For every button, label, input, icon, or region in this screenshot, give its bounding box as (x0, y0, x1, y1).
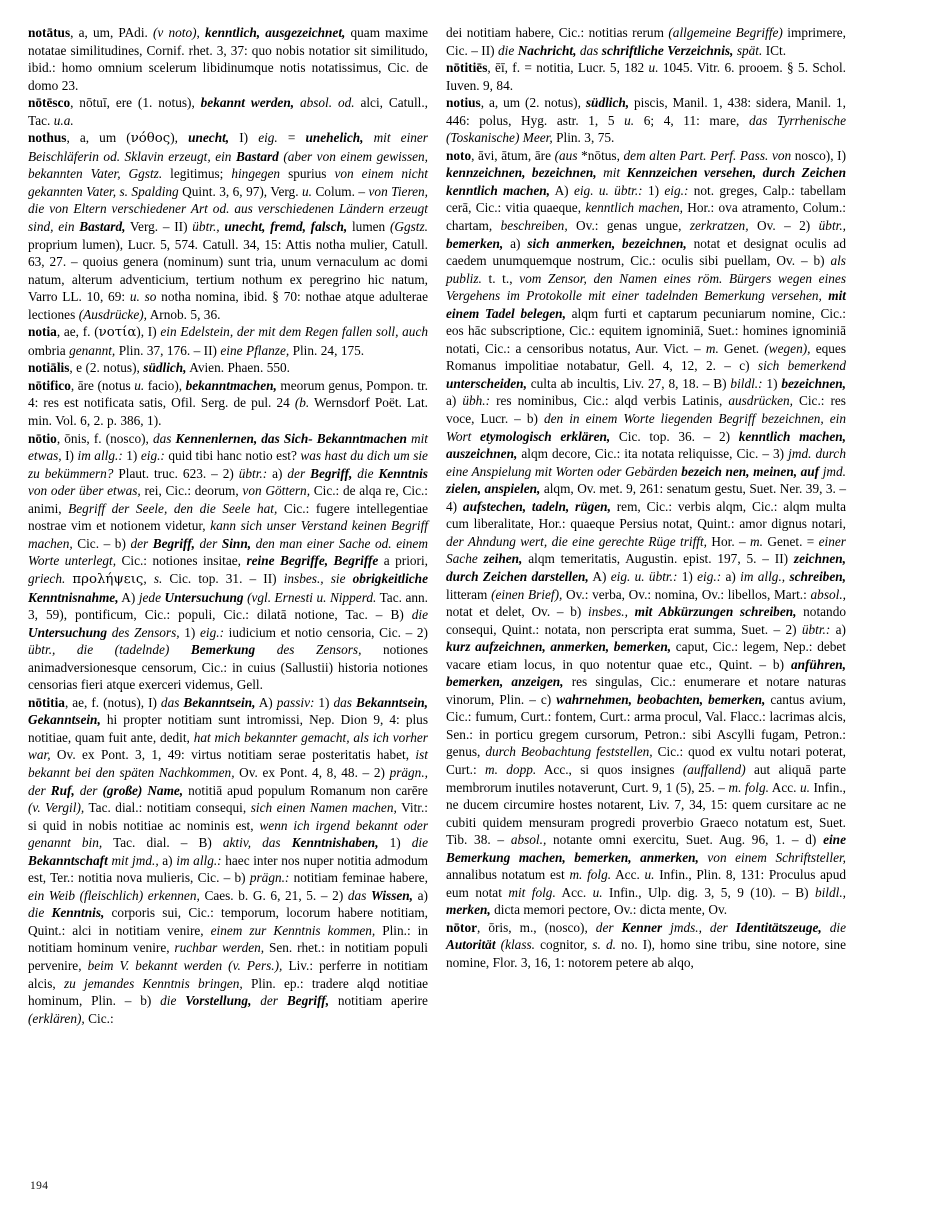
dictionary-entry: notius, a, um (2. notus), südlich, piscis, Manil. 1, 438: sidera, Manil. 1, 446: polus, Hyg. astr. 1, 5 u. 6; 4, 11: mare, das Tyrrhenische (Toskanische) Meer, Plin. 3, 75. (446, 95, 846, 146)
page-number: 194 (30, 1180, 49, 1192)
dictionary-entry: nothus, a, um (νόθος), unecht, I) eig. = unehelich, mit einer Beischläferin od. Sklavin erzeugt, ein Bastard (aber von einem gewissen, bekannten Vater, Ggstz. legitimus; hingegen spurius von einem nicht gekannten Vater, s. Spalding Quint. 3, 6, 97), Verg. u. Colum. – von Tieren, die von Eltern verschiedener Art od. aus verschiedenen Ländern erzeugt sind, ein Bastard, Verg. – II) übtr., unecht, fremd, falsch, lumen (Ggstz. proprium lumen), Lucr. 5, 574. Catull. 34, 15: Attis notha mulier, Catull. 63, 27. – quoius genera (nominum) sunt tria, unum vernaculum ac domi natum, alterum adventicium, tertium nothum ex peregrino hic natum, Varro LL. 10, 69: u. so notha nomina, ibid. § 70: nothae atque adulterae lectiones (Ausdrücke), Arnob. 5, 36. (28, 130, 428, 322)
dictionary-entry: nōtitiēs, ēī, f. = notitia, Lucr. 5, 182 u. 1045. Vitr. 6. prooem. § 5. Schol. Iuven. 9, 84. (446, 60, 846, 93)
dictionary-entry: notiālis, e (2. notus), südlich, Avien. Phaen. 550. (28, 360, 290, 376)
dictionary-entry: noto, āvi, ātum, āre (aus *nōtus, dem alten Part. Perf. Pass. von nosco), I) kennzeichnen, bezeichnen, mit Kennzeichen versehen, durch Zeichen kenntlich machen, A) eig. u. übtr.: 1) eig.: not. greges, Calp.: tabellam cerā, Cic.: vitia quaeque, kenntlich machen, Hor.: ova atramento, Colum.: chartam, beschreiben, Ov.: genas ungue, zerkratzen, Ov. – 2) übtr., bemerken, a) sich anmerken, bezeichnen, notat et designat oculis ad caedem unumquemque nostrum, Cic.: oculis sibi puellam, Ov. – b) als publiz. t. t., vom Zensor, den Namen eines röm. Bürgers wegen eines Vergehens im Protokolle mit einer tadelnden Bemerkung versehen, mit einem Tadel belegen, alqm furti et captarum pecuniarum nomine, Cic.: eos hāc subscriptione, Cic.: equitem ignominiā, Suet.: homines ignominiā notati, Cic.: a censoribus notatus, Aur. Vict. – m. Genet. (wegen), eques Romanus impolitiae notabatur, Gell. 4, 12, 2. – c) sich bemerkend unterscheiden, culta ab incultis, Liv. 27, 8, 18. – B) bildl.: 1) bezeichnen, a) übh.: res nominibus, Cic.: alqd verbis Latinis, ausdrücken, Cic.: res voce, Lucr. – b) den in einem Worte liegenden Begriff bezeichnen, ein Wort etymologisch erklären, Cic. top. 36. – 2) kenntlich machen, auszeichnen, alqm decore, Cic.: ita notata reliquisse, Cic. – 3) jmd. durch eine Anspielung mit Worten oder Gebärden bezeich nen, meinen, auf jmd. zielen, anspielen, alqm, Ov. met. 9, 261: senatum gestu, Suet. Ner. 39, 3. – 4) aufstechen, tadeln, rügen, rem, Cic.: verbis alqm, Cic.: alqm multa cum liberalitate, Hor.: quaeque Persius notat, Quint.: amor dignus notari, der Ahndung wert, die eine gerechte Rüge trifft, Hor. – m. Genet. = einer Sache zeihen, alqm temeritatis, Augustin. epist. 197, 5. – II) zeichnen, durch Zeichen darstellen, A) eig. u. übtr.: 1) eig.: a) im allg., schreiben, litteram (einen Brief), Ov.: verba, Ov.: nomina, Ov.: libellos, Mart.: absol., notat et delet, Ov. – b) insbes., mit Abkürzungen schreiben, notando consequi, Quint.: notata, non perscripta erat summa, Suet. – 2) übtr.: a) kurz aufzeichnen, anmerken, bemerken, caput, Cic.: legem, Nep.: debet vacare etiam locus, in quo notentur quae etc., Quint. – b) anführen, bemerken, anzeigen, res singulas, Cic.: enumerare et notare naturas vinorum, Plin. – c) wahrnehmen, beobachten, bemerken, cantus avium, Cic.: fumum, Curt.: fontem, Curt.: arma procul, Val. Flacc.: lacrimas alcis, Sen.: in porticu gregem cursorum, Petron.: sibi Ascylli fugam, Petron.: genus, durch Beobachtung feststellen, Cic.: quod ex vultu notari poterat, Curt.: m. dopp. Acc., si quos insignes (auffallend) aut aliquā parte membrorum inutiles notaverunt, Curt. 9, 1 (5), 25. – m. folg. Acc. u. Infin., ne ducem circumire hostes notarent, Liv. 7, 34, 15: quem cursitare ac ne cubiti quidem mensuram progredi proverbio Graeco notatum est, Suet. Tib. 38. – absol., notante omni exercitu, Suet. Aug. 96, 1. – d) eine Bemerkung machen, bemerken, anmerken, von einem Schriftsteller, annalibus notatum est m. folg. Acc. u. Infin., Plin. 8, 131: Proculus apud eum notat mit folg. Acc. u. Infin., Ulp. dig. 3, 5, 9 (10). – B) bildl., merken, dicta memori pectore, Ov.: dicta mente, Ov. (446, 147, 847, 918)
dictionary-entry: nōtifico, āre (notus u. facio), bekanntmachen, meorum genus, Pompon. tr. 4: res est notificata satis, Ofil. Serg. de pul. 24 (b. Wernsdorf Poët. Lat. min. Vol. 6, 2. p. 386, 1). (28, 377, 428, 429)
text-columns (28, 24, 907, 1154)
column-left (28, 24, 428, 1154)
dictionary-entry: notia, ae, f. (νοτία), I) ein Edelstein, der mit dem Regen fallen soll, auch ombria genannt, Plin. 37, 176. – II) eine Pflanze, Plin. 24, 175. (28, 324, 429, 358)
dictionary-entry: notātus, a, um, PAdi. (v noto), kenntlich, ausgezeichnet, quam maxime notatae similitudines, Cornif. rhet. 3, 37: quo nobis notatior sit similitudo, ibid.: homo omnium scelerum libidinumque notis notatissimus, Cic. de domo 23. (28, 25, 429, 93)
dictionary-entry: nōtio, ōnis, f. (nosco), das Kennenlernen, das Sich- Bekanntmachen mit etwas, I) im allg.: 1) eig.: quid tibi hanc notio est? was hast du dich um sie zu bekümmern? Plaut. truc. 623. – 2) übtr.: a) der Begriff, die Kenntnis von oder über etwas, rei, Cic.: deorum, von Göttern, Cic.: de alqa re, Cic.: animi, Begriff der Seele, den die Seele hat, Cic.: fugere intellegentiae nostrae vim et notionem videtur, kann sich unser Verstand keinen Begriff machen, Cic. – b) der Begriff, der Sinn, den man einer Sache od. einem Worte unterlegt, Cic.: notiones insitae, reine Begriffe, Begriffe a priori, griech. προλήψεις, s. Cic. top. 31. – II) insbes., sie obrigkeitliche Kenntnisnahme, A) jede Untersuchung (vgl. Ernesti u. Nipperd. Tac. ann. 3, 59), pontificum, Cic.: populi, Cic.: dilatā notione, Tac. – B) die Untersuchung des Zensors, 1) eig.: iudicium et notio censoria, Cic. – 2) übtr., die (tadelnde) Bemerkung des Zensors, notiones animadversionesque censorum, Cic.: in cuius (Sallustii) historia notiones censorias fieri atque exerceri videmus, Gell. (28, 430, 429, 693)
dictionary-entry-continuation: dei notitiam habere, Cic.: notitias rerum (allgemeine Begriffe) imprimere, Cic. – II) die Nachricht, das schriftliche Verzeichnis, spät. ICt. (446, 25, 846, 58)
dictionary-entry: nōtor, ōris, m., (nosco), der Kenner jmds., der Identitätszeuge, die Autorität (klass. cognitor, s. d. no. I), homo sine tribu, sine notore, sine nomine, Flor. 3, 16, 1: notorem petere ab alqo, (446, 919, 846, 970)
dictionary-entry: nōtitia, ae, f. (notus), I) das Bekanntsein, A) passiv: 1) das Bekanntsein, Gekanntsein, hi propter notitiam sunt intromissi, Nep. Dion 9, 4: plus notitiae, quam fuit ante, dedit, hat mich bekannter gemacht, als ich vorher war, Ov. ex Pont. 3, 1, 49: virtus notitiam serae posteritatis habet, ist bekannt bei den späten Nachkommen, Ov. ex Pont. 4, 8, 48. – 2) prägn., der Ruf, der (große) Name, notitiā apud populum Romanum non carēre (v. Vergil), Tac. dial.: notitiam consequi, sich einen Namen machen, Vitr.: si quid in nobis notitiae ac nominis est, wenn ich irgend bekannt oder genannt bin, Tac. dial. – B) aktiv, das Kenntnishaben, 1) die Bekanntschaft mit jmd., a) im allg.: haec inter nos nuper notitia admodum est, Ter.: notitia nova mulieris, Cic. – b) prägn.: notitiam feminae habere, ein Weib (fleischlich) erkennen, Caes. b. G. 6, 21, 5. – 2) das Wissen, a) die Kenntnis, corporis sui, Cic.: temporum, locorum habere notitiam, Quint.: alci in notitiam venire, einem zur Kenntnis kommen, Plin.: in notitiam hominum venire, ruchbar werden, Sen. rhet.: in notitiam populi pervenire, beim V. bekannt werden (v. Pers.), Liv.: perferre in notitiam alcis, zu jemandes Kenntnis bringen, Plin. ep.: tradere alqd notitiae hominum, Plin. – b) die Vorstellung, der Begriff, notitiam aperire (erklären), Cic.: (28, 694, 429, 1026)
dictionary-entry: nōtēsco, nōtuī, ere (1. notus), bekannt werden, absol. od. alci, Catull., Tac. u.a. (28, 95, 428, 128)
column-right (446, 24, 846, 1154)
